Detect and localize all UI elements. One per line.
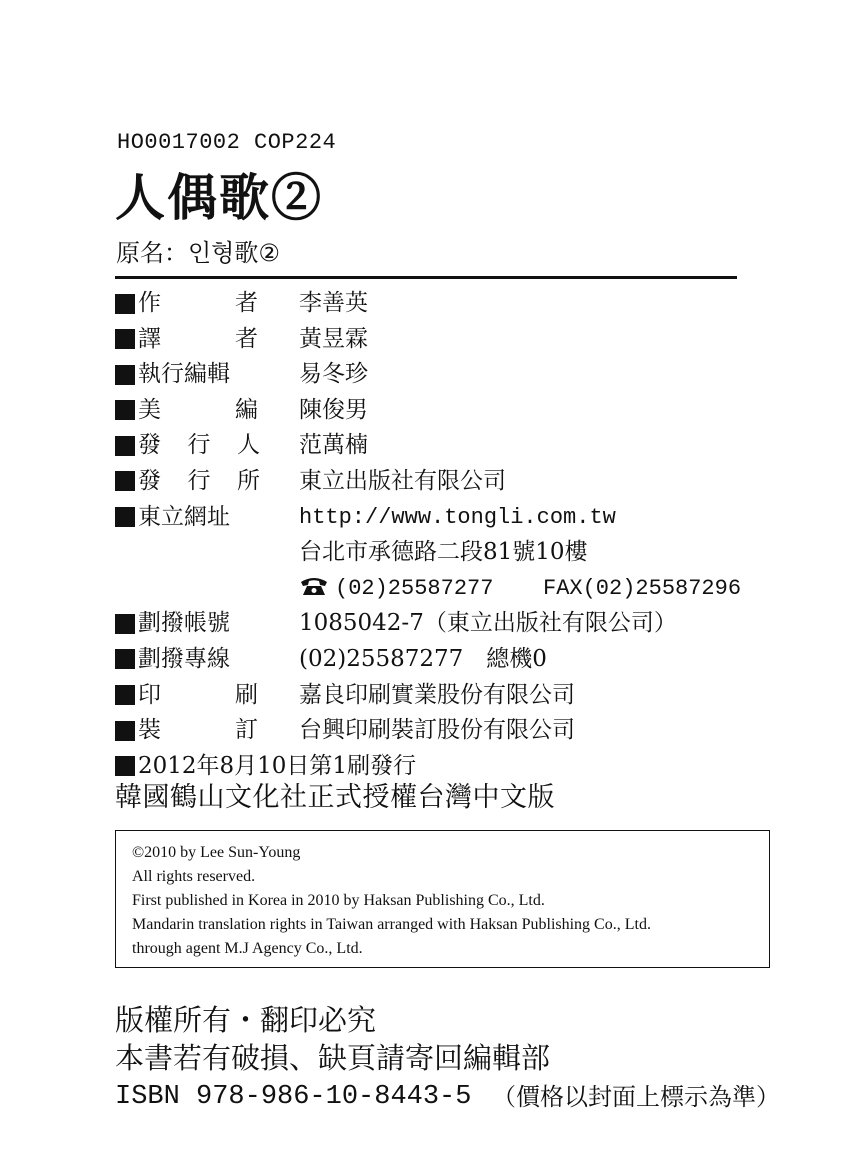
credit-row-account: 劃撥帳號 1085042-7（東立出版社有限公司） [115,606,755,642]
rights-notice: 版權所有・翻印必究 [115,1003,377,1037]
credit-value: 陳俊男 [299,396,368,423]
square-bullet-icon [115,649,135,669]
credit-value: 李善英 [299,290,368,316]
credit-value: 易冬珍 [299,361,368,388]
credit-value: 范萬楠 [299,432,368,459]
divider-rule [115,276,737,279]
square-bullet-icon [115,365,135,385]
credits-table [115,286,755,784]
credit-row-translator: 譯 者 黃昱霖 [115,322,755,358]
credit-value: 黃昱霖 [299,325,368,352]
credit-value: 台興印刷裝訂股份有限公司 [299,717,575,744]
print-date: 2012年8月10日第1刷發行 [138,752,417,779]
book-title: 人偶歌② [115,168,323,227]
credit-value: 東立出版社有限公司 [299,467,506,494]
credit-value: 1085042-7（東立出版社有限公司） [299,610,677,637]
copyright-box [115,830,770,968]
credit-value: 嘉良印刷實業股份有限公司 [299,681,575,708]
copyright-line: First published in Korea in 2010 by Haksan Publishing Co., Ltd. [132,892,545,909]
copyright-line: All rights reserved. [132,868,256,885]
square-bullet-icon [115,294,135,314]
credit-row-publisher-person: 發 行 人 范萬楠 [115,428,755,464]
copyright-line: through agent M.J Agency Co., Ltd. [132,940,363,957]
price-note: （價格以封面上標示為準） [492,1083,780,1111]
damage-notice: 本書若有破損、缺頁請寄回編輯部 [115,1041,551,1075]
website-link[interactable]: http://www.tongli.com.tw [299,504,616,530]
credit-row-art-editor: 美 編 陳俊男 [115,393,755,429]
original-title: 原名：인형歌② [116,239,280,267]
square-bullet-icon [115,471,135,491]
copyright-line: ©2010 by Lee Sun-Young [132,844,301,861]
square-bullet-icon [115,436,135,456]
address: 台北市承德路二段81號10樓 [299,539,588,566]
address-row [115,535,755,571]
square-bullet-icon [115,400,135,420]
credit-row-website: 東立網址 http://www.tongli.com.tw [115,500,755,536]
square-bullet-icon [115,507,135,527]
copyright-line: Mandarin translation rights in Taiwan arranged with Haksan Publishing Co., Ltd. [132,916,651,933]
square-bullet-icon [115,721,135,741]
fax-number: FAX(02)25587296 [543,575,742,601]
square-bullet-icon [115,614,135,634]
telephone-icon [299,576,329,596]
isbn: ISBN 978-986-10-8443-5 [115,1082,472,1112]
credit-row-binding: 裝 訂 台興印刷裝訂股份有限公司 [115,713,755,749]
phone-number: (02)25587277 [335,575,494,601]
phone-line [299,571,493,606]
license-statement: 韓國鶴山文化社正式授權台灣中文版 [115,782,555,813]
catalog-code: HO0017002 COP224 [117,130,337,155]
credit-row-printing: 印 刷 嘉良印刷實業股份有限公司 [115,678,755,714]
phone-row [115,571,755,607]
square-bullet-icon [115,685,135,705]
credit-row-editor: 執行編輯 易冬珍 [115,357,755,393]
credit-value: (02)25587277 總機0 [299,645,547,672]
credit-row-author: 作 者 李善英 [115,286,755,322]
square-bullet-icon [115,756,135,776]
credit-row-publisher: 發 行 所 東立出版社有限公司 [115,464,755,500]
square-bullet-icon [115,329,135,349]
credit-row-account-line: 劃撥專線 (02)25587277 總機0 [115,642,755,678]
